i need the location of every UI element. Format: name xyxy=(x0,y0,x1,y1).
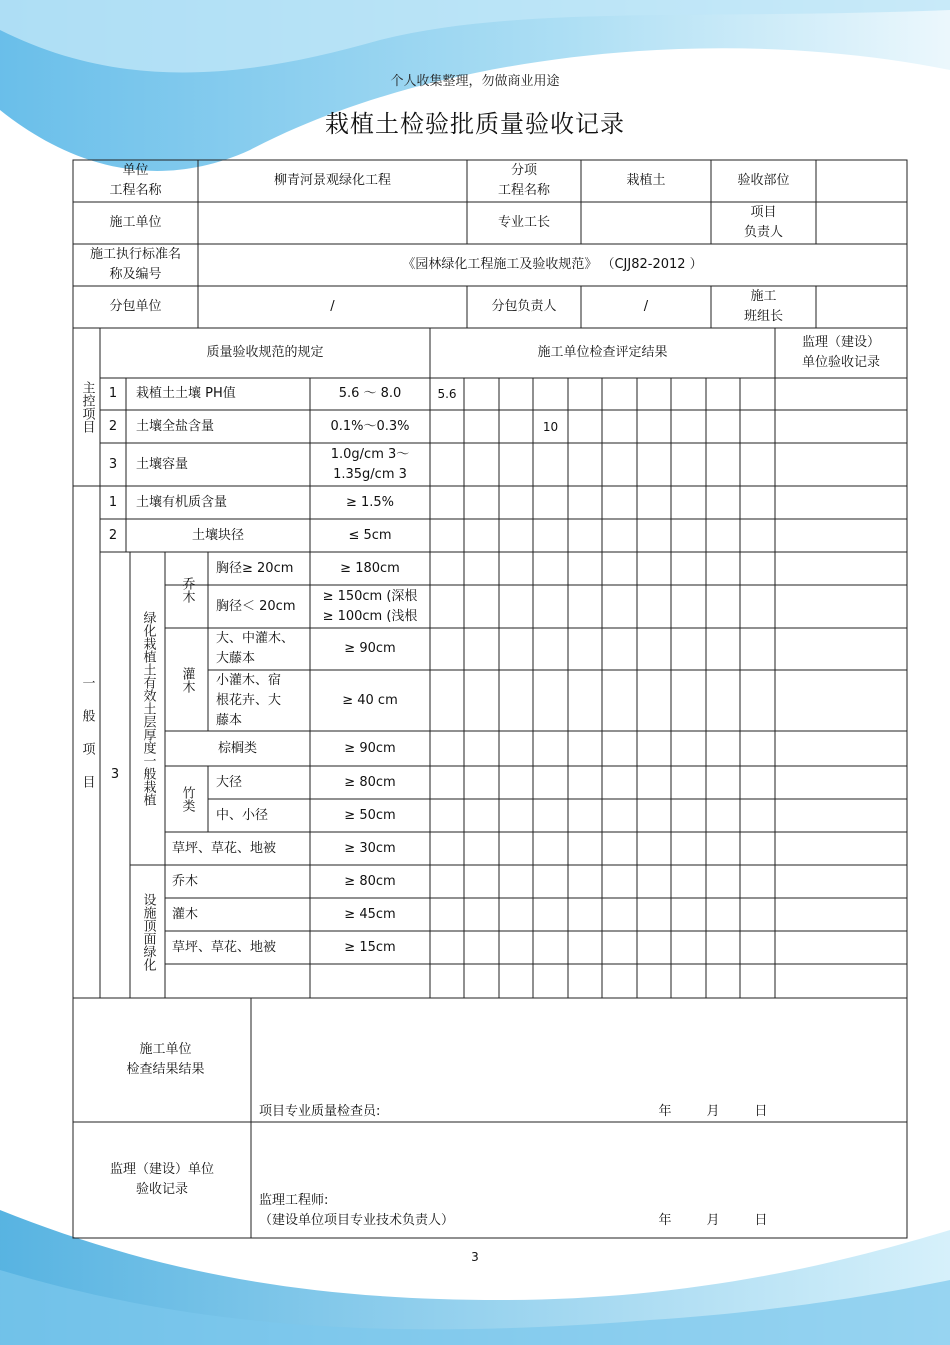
date-day: 日 xyxy=(754,1213,768,1228)
planting-soil-group-label: 绿化栽植土有效土层厚度一般栽植 xyxy=(140,611,156,806)
main-row-value: 1.0g/cm 3～ 1.35g/cm 3 xyxy=(330,446,410,482)
shrub-group-label: 灌木 xyxy=(179,666,195,693)
contractor-label: 施工单位 xyxy=(109,215,162,230)
main-row-no: 3 xyxy=(108,456,118,472)
main-row-value: 0.1%～0.3% xyxy=(330,418,410,434)
rules-header: 质量验收规范的规定 xyxy=(206,345,324,360)
standard-value: 《园林绿化工程施工及验收规范》 （CJJ82-2012 ） xyxy=(402,257,703,272)
unit-name-value: 柳青河景观绿化工程 xyxy=(273,173,391,188)
spec-value: ≥ 150cm (深根 ≥ 100cm (浅根 xyxy=(322,588,418,624)
main-row-result: 5.6 xyxy=(437,387,457,401)
main-row-result: 10 xyxy=(542,419,559,434)
disclaimer-note: 个人收集整理，勿做商业用途 xyxy=(390,74,560,89)
main-row-item: 土壤容量 xyxy=(136,456,189,472)
unit-name-label: 单位 工程名称 xyxy=(109,163,162,198)
supervision-header: 监理（建设） 单位验收记录 xyxy=(801,335,880,370)
foreman-label: 专业工长 xyxy=(497,215,550,230)
spec-item: 中、小径 xyxy=(216,807,269,823)
main-row-no: 2 xyxy=(108,418,118,434)
spec-value: ≥ 80cm xyxy=(344,873,396,889)
subcontractor-lead-value: / xyxy=(643,299,649,314)
spec-item: 乔木 xyxy=(172,873,199,889)
acceptance-part-label: 验收部位 xyxy=(737,173,790,188)
tree-group-label: 乔木 xyxy=(179,577,195,603)
page-number: 3 xyxy=(471,1250,479,1264)
sub-project-value: 栽植土 xyxy=(626,173,666,188)
general-row-no: 3 xyxy=(110,767,120,782)
general-row-item: 土壤有机质含量 xyxy=(136,494,228,510)
spec-item: 灌木 xyxy=(172,906,199,922)
roof-greening-group-label: 设施顶面绿化 xyxy=(140,892,156,971)
spec-value: ≥ 90cm xyxy=(344,641,396,656)
general-row-no: 1 xyxy=(108,494,118,510)
engineer-label: 监理工程师: xyxy=(259,1193,329,1208)
spec-item: 棕榈类 xyxy=(217,740,257,756)
spec-value: ≥ 45cm xyxy=(344,906,396,922)
page-title: 栽植土检验批质量验收记录 xyxy=(325,110,625,138)
main-row-item: 土壤全盐含量 xyxy=(136,418,215,434)
general-row-item: 土壤块径 xyxy=(191,527,244,543)
main-row-value: 5.6 ～ 8.0 xyxy=(338,386,402,401)
date-month: 月 xyxy=(706,1104,720,1119)
spec-item: 胸径＜ 20cm xyxy=(216,598,296,614)
contractor-check-label: 施工单位 检查结果结果 xyxy=(126,1042,205,1077)
spec-value: ≥ 80cm xyxy=(344,774,396,790)
results-header: 施工单位检查评定结果 xyxy=(537,345,668,360)
general-row-no: 2 xyxy=(108,527,118,543)
general-row-value: ≤ 5cm xyxy=(348,527,392,543)
spec-item: 小灌木、宿 根花卉、大 藤本 xyxy=(216,672,282,728)
spec-item: 大径 xyxy=(216,774,243,790)
spec-value: ≥ 180cm xyxy=(340,560,400,576)
engineer-note: （建设单位项目专业技术负责人） xyxy=(259,1213,455,1228)
supervision-record-label: 监理（建设）单位 验收记录 xyxy=(109,1162,214,1197)
main-items-label: 主控项目 xyxy=(79,381,95,433)
team-lead-label: 施工 班组长 xyxy=(743,289,783,324)
spec-value: ≥ 40 cm xyxy=(342,692,398,708)
spec-value: ≥ 15cm xyxy=(344,939,396,955)
general-items-label xyxy=(73,486,100,998)
inspector-label: 项目专业质量检查员: xyxy=(259,1104,381,1119)
date-month: 月 xyxy=(706,1213,720,1228)
bamboo-group-label: 竹类 xyxy=(179,786,195,812)
main-row-item: 栽植土土壤 PH值 xyxy=(136,386,236,401)
subcontractor-label: 分包单位 xyxy=(109,299,162,314)
date-day: 日 xyxy=(754,1104,768,1119)
general-items-label-text: 一般项目 xyxy=(79,676,95,808)
main-row-no: 1 xyxy=(108,386,118,401)
spec-item: 草坪、草花、地被 xyxy=(172,840,277,856)
subcontractor-lead-label: 分包负责人 xyxy=(491,299,557,314)
spec-value: ≥ 50cm xyxy=(344,807,396,823)
spec-value: ≥ 30cm xyxy=(344,840,396,856)
date-year: 年 xyxy=(658,1213,672,1228)
spec-value: ≥ 90cm xyxy=(344,740,396,756)
spec-item: 大、中灌木、 大藤本 xyxy=(216,631,295,666)
date-year: 年 xyxy=(658,1104,672,1119)
standard-label: 施工执行标准名 称及编号 xyxy=(89,247,181,282)
project-manager-label: 项目 负责人 xyxy=(743,205,783,240)
spec-item: 胸径≥ 20cm xyxy=(216,560,294,576)
sub-project-label: 分项 工程名称 xyxy=(497,163,550,198)
spec-item: 草坪、草花、地被 xyxy=(172,939,277,955)
subcontractor-value: / xyxy=(330,299,335,314)
general-row-value: ≥ 1.5% xyxy=(345,494,395,510)
